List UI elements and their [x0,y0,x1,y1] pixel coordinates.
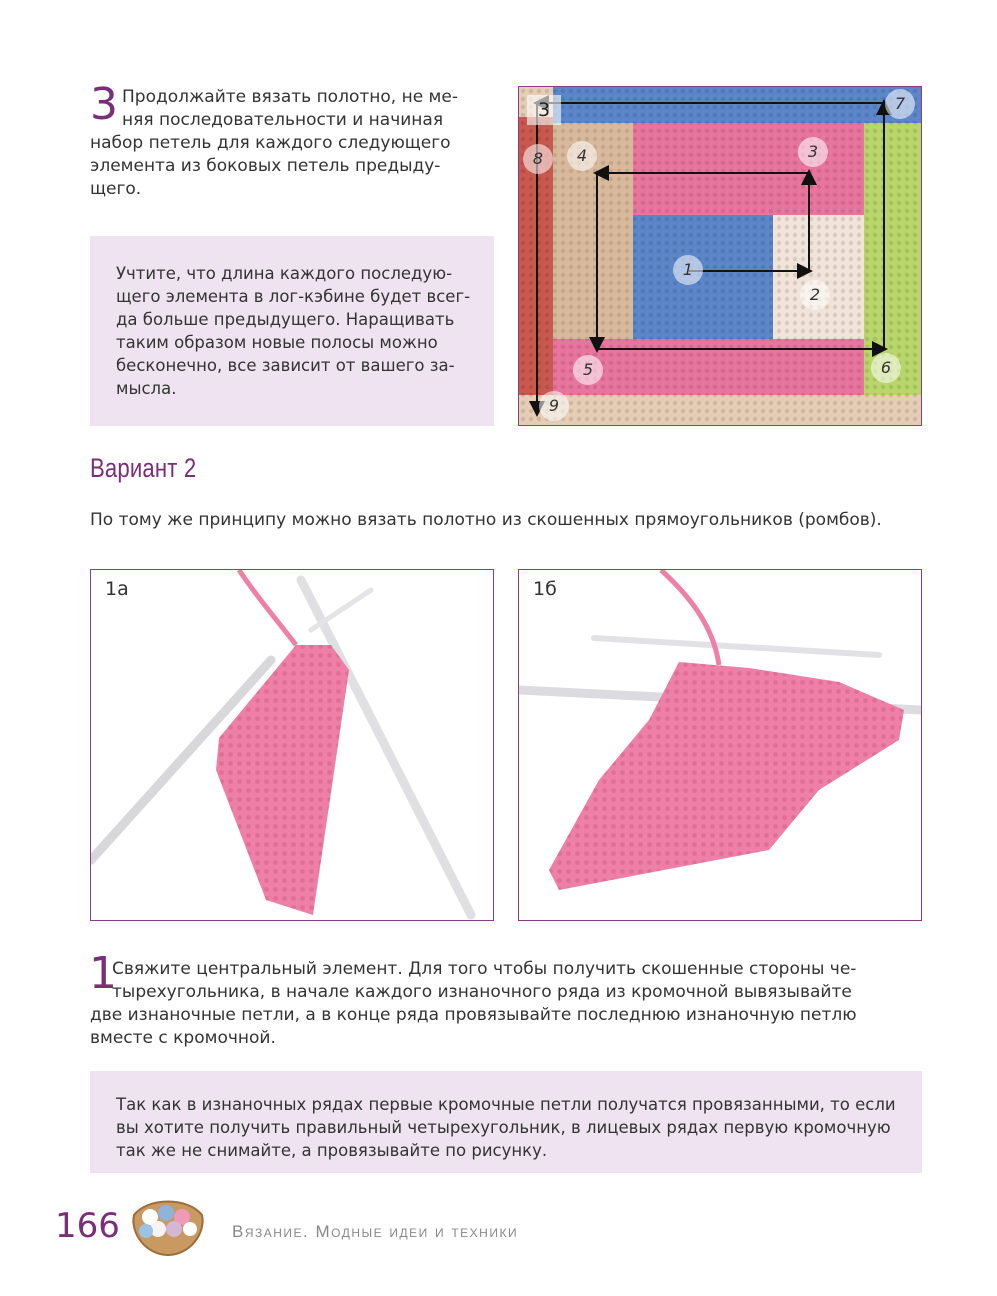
step-3-line: набор петель для каждого следующего [90,133,451,153]
note-2-line: так же не снимайте, а провязывайте по рисунку. [116,1141,548,1160]
photo-1b [518,569,922,921]
diagram-label-4: 4 [567,141,597,171]
step-1-line: Свяжите центральный элемент. Для того чтобы получить скошенные стороны че- [112,959,857,979]
photo-1a [90,569,494,921]
step-1-line: вместе с кромочной. [90,1028,276,1048]
photo-1b-label: 1б [533,578,557,600]
note-box-2 [90,1071,922,1173]
note-box-1 [90,236,494,426]
note-1-line: таким образом новые полосы можно [116,333,438,352]
diagram-label-5: 5 [573,355,603,385]
diagram-label-8: 8 [523,144,553,174]
diagram-label-6: 6 [871,353,901,383]
note-1-line: Учтите, что длина каждого последую- [116,264,453,283]
note-1-line: щего элемента в лог-кэбине будет всег- [116,287,471,306]
step-3-line: элемента из боковых петель предыду- [90,156,441,176]
step-3-line: Продолжайте вязать полотно, не ме- [122,87,458,107]
diagram-label-3: 3 [798,137,828,167]
step-1-line: тырехугольника, в начале каждого изнаночного ряда из кромочной вывязывайте [112,982,852,1002]
photo-1a-illustration [91,570,493,920]
note-2-line: вы хотите получить правильный четырехугольник, в лицевых рядах первую кромочную [116,1118,891,1137]
note-2-line: Так как в изнаночных рядах первые кромочные петли получатся провязанными, то если [116,1095,896,1114]
yarn-tail [661,570,719,665]
rhombus-texture [216,645,349,915]
diagram-corner-label: 3 [527,95,561,125]
diagram-label-7: 7 [885,89,915,119]
variant-title: Вариант 2 [90,453,197,483]
yarn-tail [239,570,296,645]
page-number: 166 [55,1206,120,1246]
note-1-line: да больше предыдущего. Наращивать [116,310,455,329]
variant-intro: По тому же принципу можно вязать полотно из скошенных прямоугольников (ромбов). [90,510,882,530]
photo-1a-label: 1а [105,578,129,600]
note-1-line: бесконечно, все зависит от вашего за- [116,356,455,375]
photo-1b-illustration [519,570,921,920]
step-3-line: щего. [90,179,142,199]
log-cabin-diagram [518,86,922,426]
diagram-label-2: 2 [800,280,830,310]
step-3-text-cont [90,132,500,201]
step-3-number: 3 [90,79,118,130]
diagram-label-1: 1 [673,255,703,285]
book-title: Вязание. Модные идеи и техники [232,1222,519,1241]
step-1-number: 1 [89,948,117,999]
step-1-line: две изнаночные петли, а в конце ряда провязывайте последнюю изнаночную петлю [90,1005,857,1025]
step-3-line: няя последовательности и начиная [122,110,444,130]
yarn-basket-logo [128,1193,208,1259]
yarn-basket-icon [128,1193,208,1259]
needle [594,638,879,655]
note-1-line: мысла. [116,379,177,398]
diagram-label-9: 9 [539,391,569,421]
step-3-text [122,86,502,132]
